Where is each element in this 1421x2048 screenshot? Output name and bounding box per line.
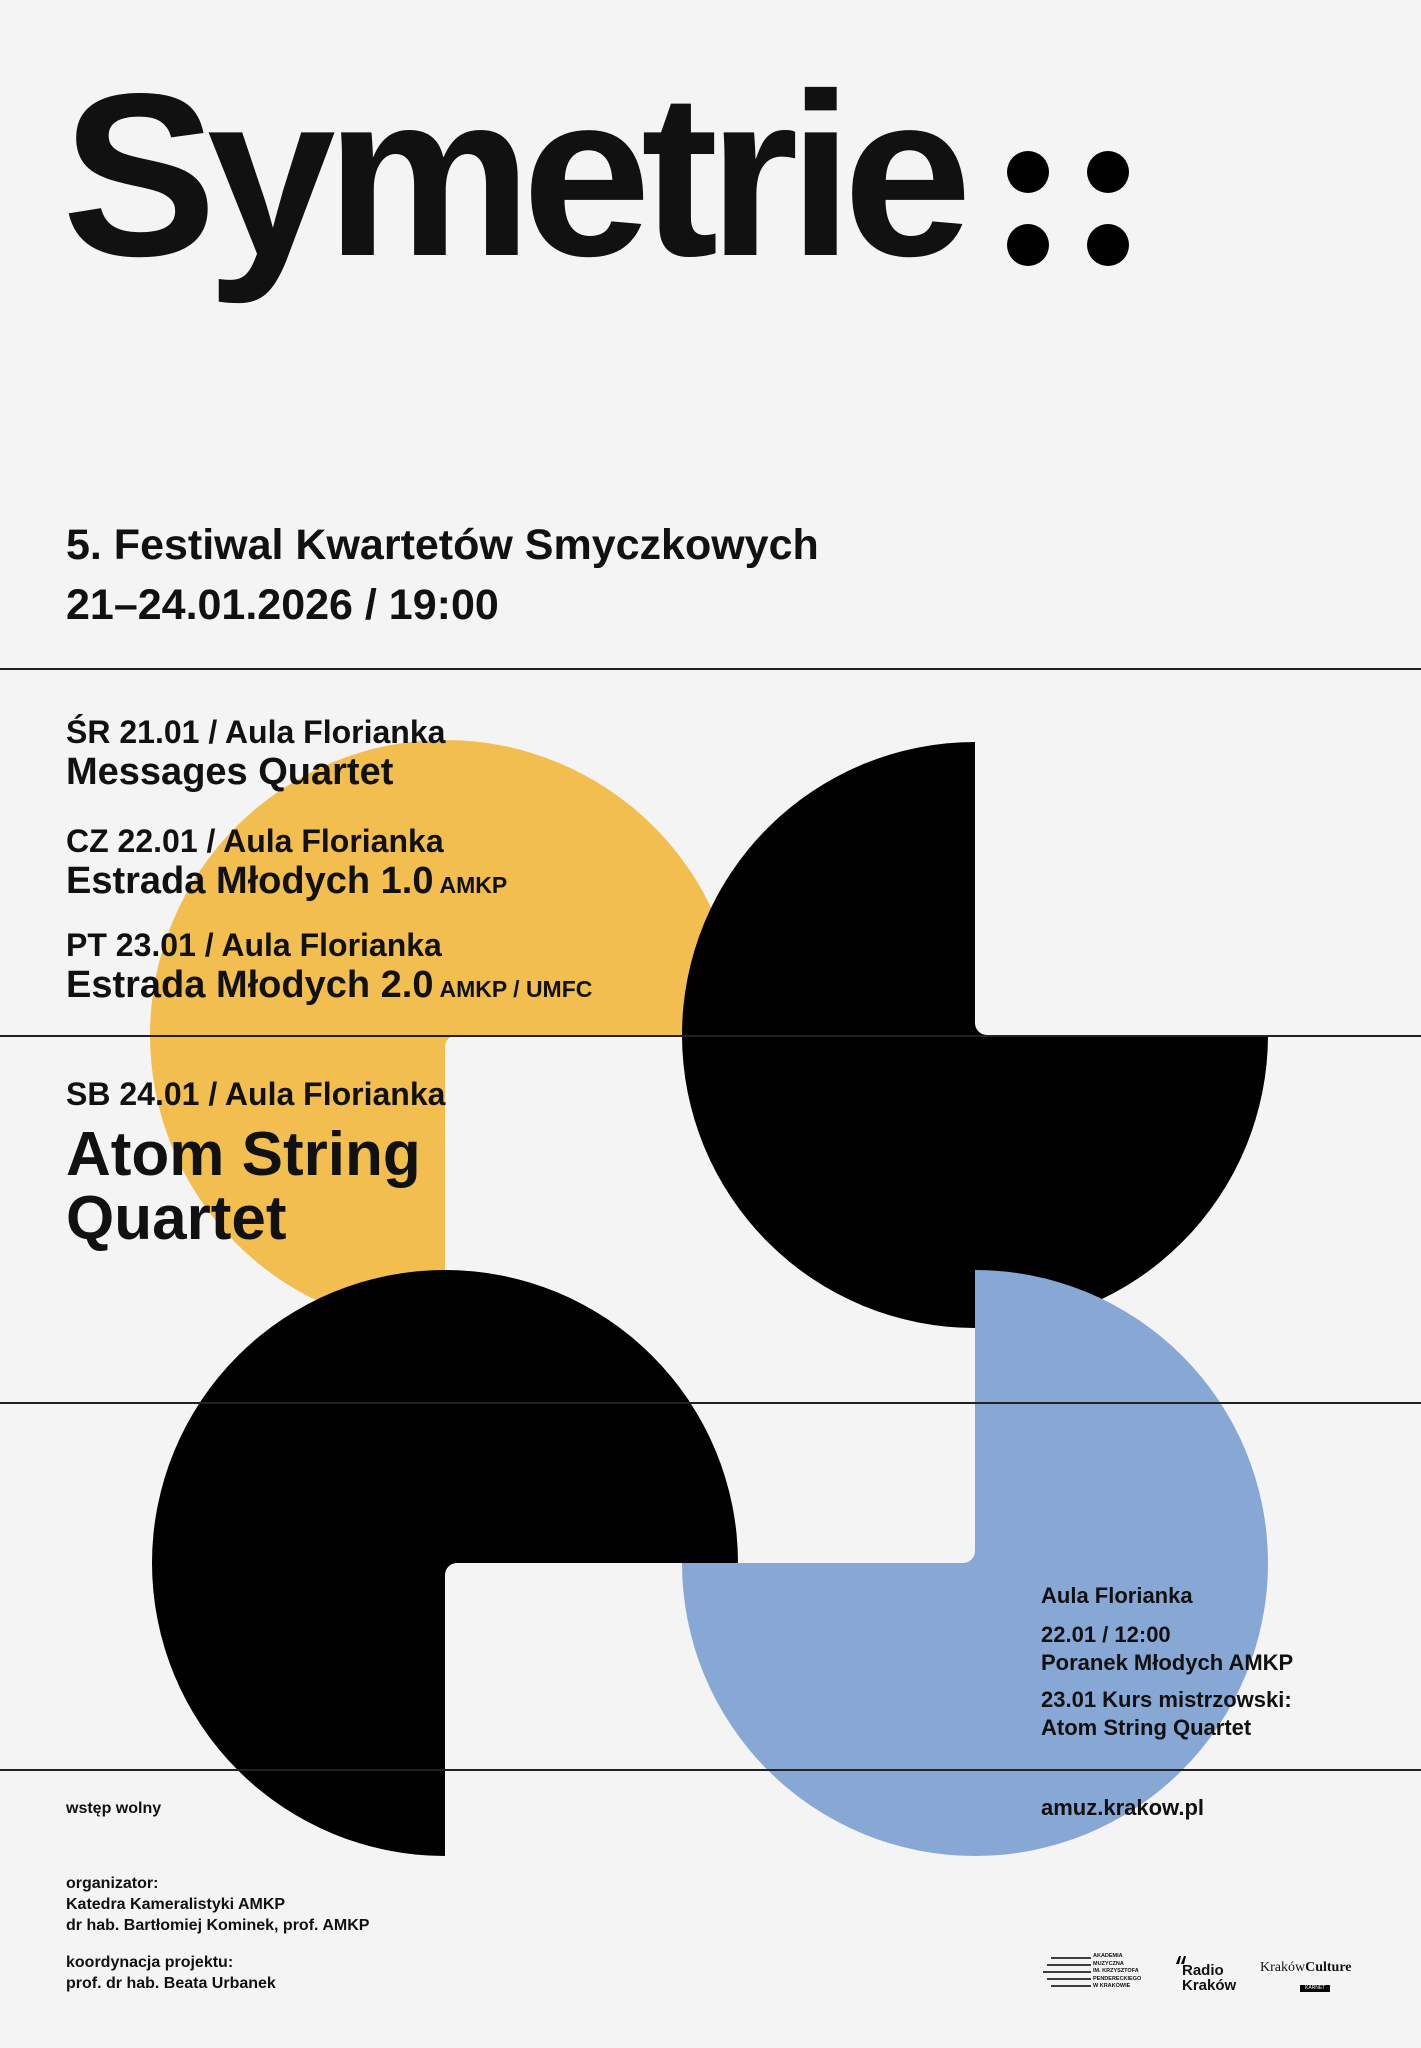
- side-item-1-name: Poranek Młodych AMKP: [1041, 1650, 1294, 1675]
- title-dot-1: [1007, 151, 1049, 193]
- main-event: [66, 1075, 445, 1251]
- event-3-tag: AMKP / UMFC: [439, 976, 593, 1002]
- main-event-name-line-2: Quartet: [66, 1184, 287, 1253]
- title-dot-3: [1007, 224, 1049, 266]
- krakow-culture-badge: KARNET: [1300, 1985, 1330, 1992]
- side-item-1: [1041, 1621, 1293, 1677]
- subtitle-dates: 21–24.01.2026 / 19:00: [66, 581, 499, 629]
- event-1: [66, 713, 445, 793]
- organizer-line-1: Katedra Kameralistyki AMKP: [66, 1896, 286, 1913]
- divider-line-4: [0, 1769, 1421, 1771]
- academy-logo-text: [1093, 1953, 1141, 1991]
- academy-text-3: IM. KRZYSZTOFA: [1093, 1968, 1139, 1974]
- organizer-line-2: dr hab. Bartłomiej Kominek, prof. AMKP: [66, 1917, 370, 1934]
- event-2-title: Estrada Młodych 1.0: [66, 860, 434, 902]
- main-event-date: SB 24.01 / Aula Florianka: [66, 1076, 446, 1112]
- divider-line-2: [0, 1035, 1421, 1037]
- coordination-name: prof. dr hab. Beata Urbanek: [66, 1975, 276, 1992]
- krakow-culture-logo: [1260, 1958, 1352, 1994]
- krakow-culture-prefix: Kraków: [1260, 1960, 1306, 1975]
- event-3-date: PT 23.01 / Aula Florianka: [66, 927, 442, 963]
- title-dot-4: [1087, 224, 1129, 266]
- festival-subtitle: [66, 515, 819, 635]
- event-3: [66, 926, 592, 1010]
- event-2-tag: AMKP: [439, 872, 508, 898]
- event-2-date: CZ 22.01 / Aula Florianka: [66, 823, 444, 859]
- event-2-name: [66, 860, 507, 906]
- academy-lines-icon: [1041, 1953, 1091, 1993]
- event-1-name: Messages Quartet: [66, 751, 394, 793]
- event-2: [66, 822, 507, 906]
- title-dot-2: [1087, 151, 1129, 193]
- academy-text-5: W KRAKOWIE: [1093, 1983, 1131, 1989]
- radio-logo-text: [1182, 1963, 1236, 1993]
- coordination-label: koordynacja projektu:: [66, 1954, 234, 1971]
- academy-text-2: MUZYCZNA: [1093, 1960, 1124, 1967]
- side-item-1-date: 22.01 / 12:00: [1041, 1622, 1171, 1647]
- event-1-date: ŚR 21.01 / Aula Florianka: [66, 714, 446, 750]
- event-3-name: [66, 964, 592, 1010]
- divider-line-1: [0, 668, 1421, 670]
- festival-title: Symetrie: [62, 46, 963, 305]
- coordination-block: [66, 1952, 276, 1994]
- organizer-block: [66, 1873, 369, 1936]
- krakow-culture-name: Culture: [1305, 1960, 1352, 1975]
- website-link[interactable]: amuz.krakow.pl: [1041, 1795, 1205, 1820]
- radio-line-2: Kraków: [1182, 1977, 1237, 1994]
- side-item-2: [1041, 1686, 1292, 1742]
- academy-text-4: PENDERECKIEGO: [1093, 1975, 1142, 1982]
- academy-logo: [1041, 1953, 1146, 1993]
- academy-text-1: AKADEMIA: [1093, 1953, 1123, 1959]
- side-venue: Aula Florianka: [1041, 1583, 1193, 1608]
- side-item-2-line-1: 23.01 Kurs mistrzowski:: [1041, 1687, 1292, 1712]
- event-3-title: Estrada Młodych 2.0: [66, 964, 434, 1006]
- entry-info: wstęp wolny: [66, 1800, 162, 1817]
- krakow-culture-text: [1260, 1958, 1352, 1976]
- radio-line-1: Radio: [1182, 1962, 1224, 1979]
- main-event-name-line-1: Atom String: [66, 1120, 421, 1189]
- divider-line-3: [0, 1402, 1421, 1404]
- organizer-label: organizator:: [66, 1875, 159, 1892]
- subtitle-line-1: 5. Festiwal Kwartetów Smyczkowych: [66, 521, 819, 569]
- side-item-2-line-2: Atom String Quartet: [1041, 1715, 1252, 1740]
